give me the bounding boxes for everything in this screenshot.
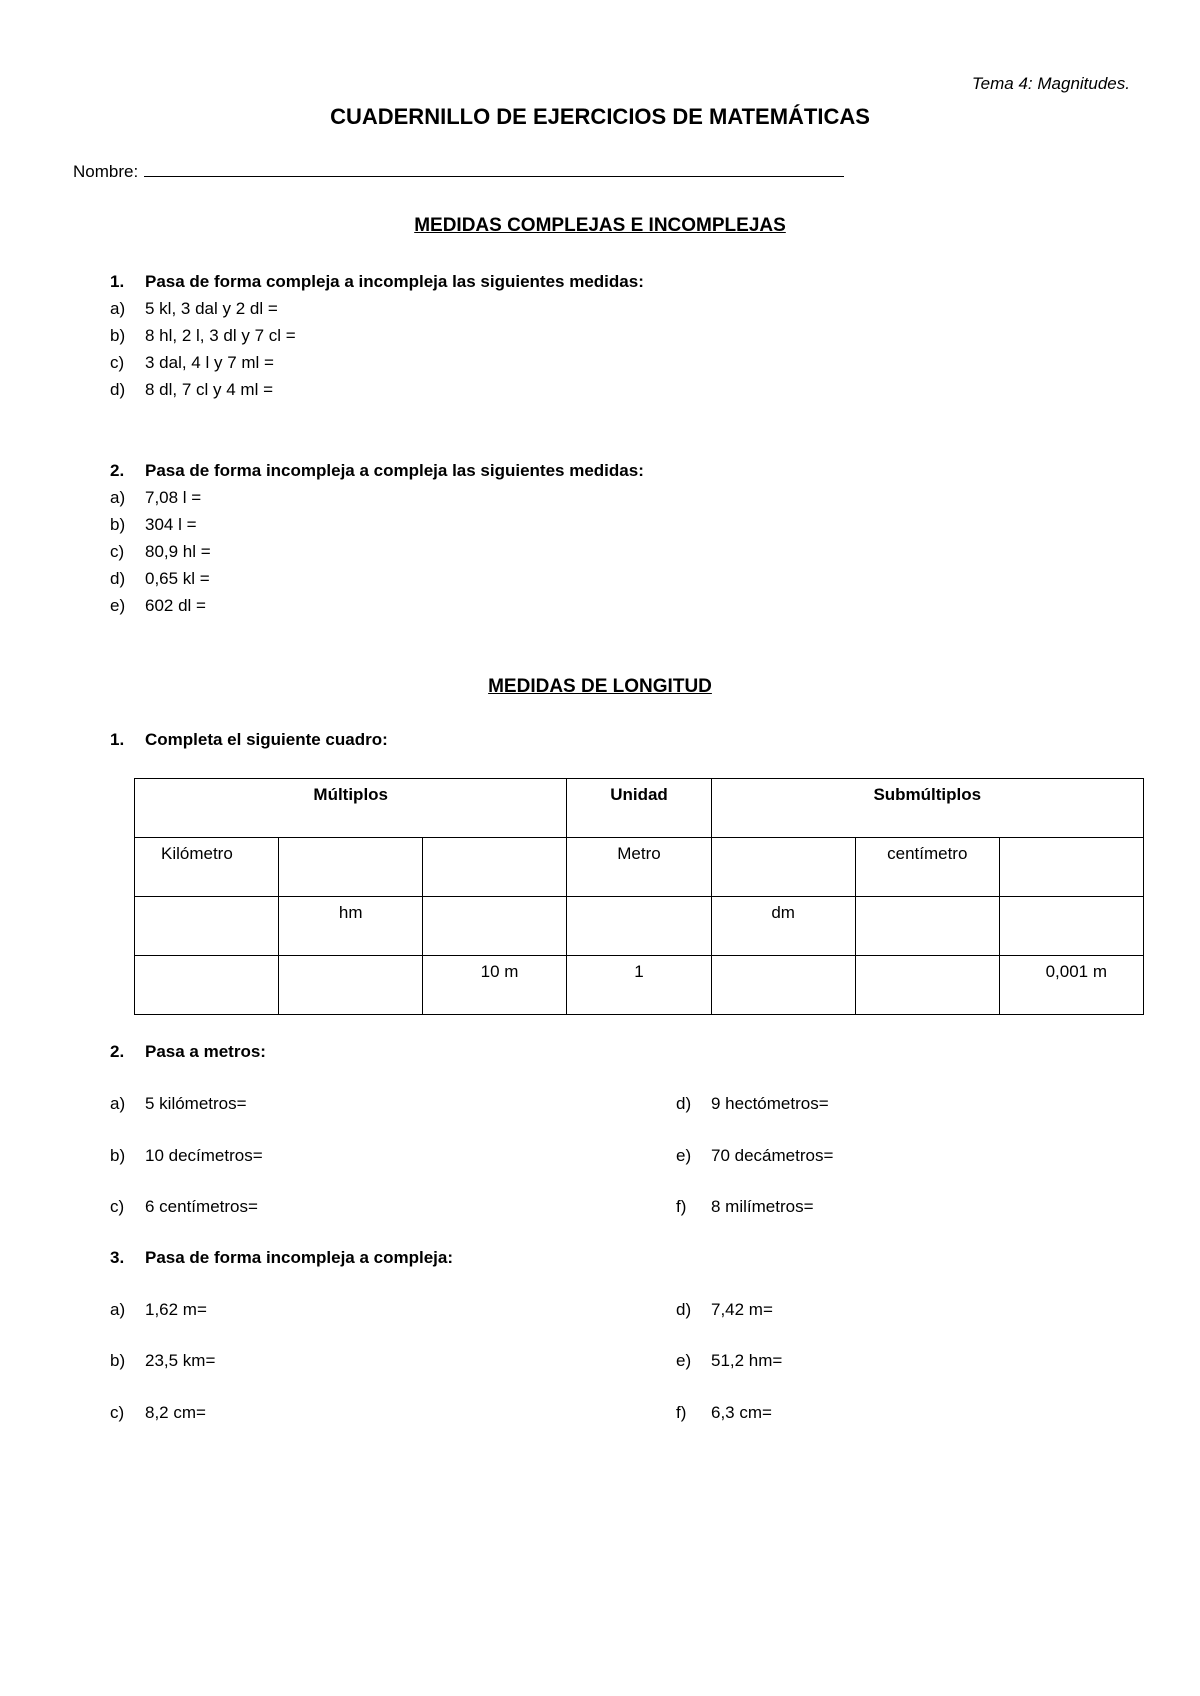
item-text: 3 dal, 4 l y 7 ml = [145,353,274,372]
item-text: 7,42 m= [711,1300,773,1319]
item-text: 602 dl = [145,596,206,615]
list-item [110,488,201,508]
item-text: 5 kl, 3 dal y 2 dl = [145,299,278,318]
table-cell[interactable] [999,838,1143,897]
list-item [110,1351,215,1371]
item-letter: a) [110,1094,126,1113]
item-text: 5 kilómetros= [145,1094,247,1113]
list-item [110,380,273,400]
table-cell[interactable] [423,838,567,897]
list-item [676,1197,814,1217]
list-item [110,1403,206,1423]
item-text: 304 l = [145,515,197,534]
table-cell[interactable]: Kilómetro [135,838,279,897]
question-2 [110,461,644,481]
table-cell[interactable] [999,897,1143,956]
question-number: 2. [110,461,125,480]
table-cell[interactable]: 1 [567,956,711,1015]
item-letter: d) [110,569,126,588]
item-letter: a) [110,1300,126,1319]
page-title: CUADERNILLO DE EJERCICIOS DE MATEMÁTICAS [330,104,870,129]
item-text: 70 decámetros= [711,1146,834,1165]
table-cell[interactable] [855,897,999,956]
table-row [135,897,1144,956]
list-item [110,353,274,373]
item-letter: b) [110,326,126,345]
table-cell[interactable] [855,956,999,1015]
item-letter: c) [110,542,125,561]
table-cell[interactable]: hm [279,897,423,956]
section-title-length: MEDIDAS DE LONGITUD [488,676,712,697]
item-text: 9 hectómetros= [711,1094,829,1113]
question-text: Pasa a metros: [145,1042,266,1061]
list-item [110,299,278,319]
item-letter: c) [110,353,125,372]
table-cell[interactable] [711,956,855,1015]
item-letter: c) [110,1403,125,1422]
question-number: 2. [110,1042,125,1061]
list-item [110,1146,263,1166]
question-1 [110,730,388,750]
table-header-row [135,779,1144,838]
item-text: 0,65 kl = [145,569,210,588]
table-cell[interactable]: 10 m [423,956,567,1015]
item-text: 6,3 cm= [711,1403,772,1422]
table-cell[interactable] [279,956,423,1015]
table-cell[interactable] [567,897,711,956]
table-row [135,956,1144,1015]
list-item [110,1300,207,1320]
table-cell[interactable]: Metro [567,838,711,897]
item-letter: b) [110,515,126,534]
question-number: 1. [110,730,125,749]
item-text: 80,9 hl = [145,542,211,561]
item-text: 1,62 m= [145,1300,207,1319]
table-cell[interactable] [279,838,423,897]
table-cell[interactable] [135,897,279,956]
question-text: Pasa de forma incompleja a compleja las siguientes medidas: [145,461,644,480]
item-letter: b) [110,1146,126,1165]
item-text: 8,2 cm= [145,1403,206,1422]
name-label: Nombre: [73,162,139,181]
header-submultiples: Submúltiplos [711,779,1143,838]
table-cell[interactable]: centímetro [855,838,999,897]
list-item [676,1351,782,1371]
question-text: Pasa de forma compleja a incompleja las siguientes medidas: [145,272,644,291]
item-letter: e) [676,1351,692,1370]
question-2 [110,1042,266,1062]
list-item [110,515,197,535]
section-title-complex: MEDIDAS COMPLEJAS E INCOMPLEJAS [414,215,786,236]
theme-label: Tema 4: Magnitudes. [971,74,1130,93]
list-item [676,1146,833,1166]
list-item [110,569,210,589]
list-item [676,1300,773,1320]
item-letter: d) [110,380,126,399]
item-letter: e) [676,1146,692,1165]
list-item [110,542,211,562]
question-text: Pasa de forma incompleja a compleja: [145,1248,454,1267]
item-letter: a) [110,299,126,318]
item-text: 7,08 l = [145,488,202,507]
question-number: 1. [110,272,125,291]
table-cell[interactable]: dm [711,897,855,956]
item-letter: a) [110,488,126,507]
table-cell[interactable] [711,838,855,897]
item-letter: e) [110,596,126,615]
item-letter: f) [676,1197,687,1216]
item-letter: f) [676,1403,687,1422]
item-text: 8 hl, 2 l, 3 dl y 7 cl = [145,326,296,345]
list-item [676,1403,772,1423]
header-unit: Unidad [567,779,711,838]
item-text: 6 centímetros= [145,1197,258,1216]
table-cell[interactable] [423,897,567,956]
list-item [110,596,206,616]
table-cell[interactable] [135,956,279,1015]
name-field[interactable] [144,160,844,177]
item-text: 23,5 km= [145,1351,216,1370]
item-text: 8 dl, 7 cl y 4 ml = [145,380,274,399]
item-letter: d) [676,1300,692,1319]
table-cell[interactable]: 0,001 m [999,956,1143,1015]
list-item [110,1094,247,1114]
header-multiples: Múltiplos [135,779,567,838]
item-letter: b) [110,1351,126,1370]
name-row [73,160,844,182]
item-text: 8 milímetros= [711,1197,814,1216]
question-1 [110,272,644,292]
item-letter: c) [110,1197,125,1216]
item-text: 51,2 hm= [711,1351,783,1370]
list-item [110,1197,258,1217]
units-table [134,778,1144,1015]
item-text: 10 decímetros= [145,1146,263,1165]
table-row [135,838,1144,897]
question-number: 3. [110,1248,125,1267]
list-item [676,1094,829,1114]
question-text: Completa el siguiente cuadro: [145,730,388,749]
question-3 [110,1248,453,1268]
item-letter: d) [676,1094,692,1113]
list-item [110,326,296,346]
